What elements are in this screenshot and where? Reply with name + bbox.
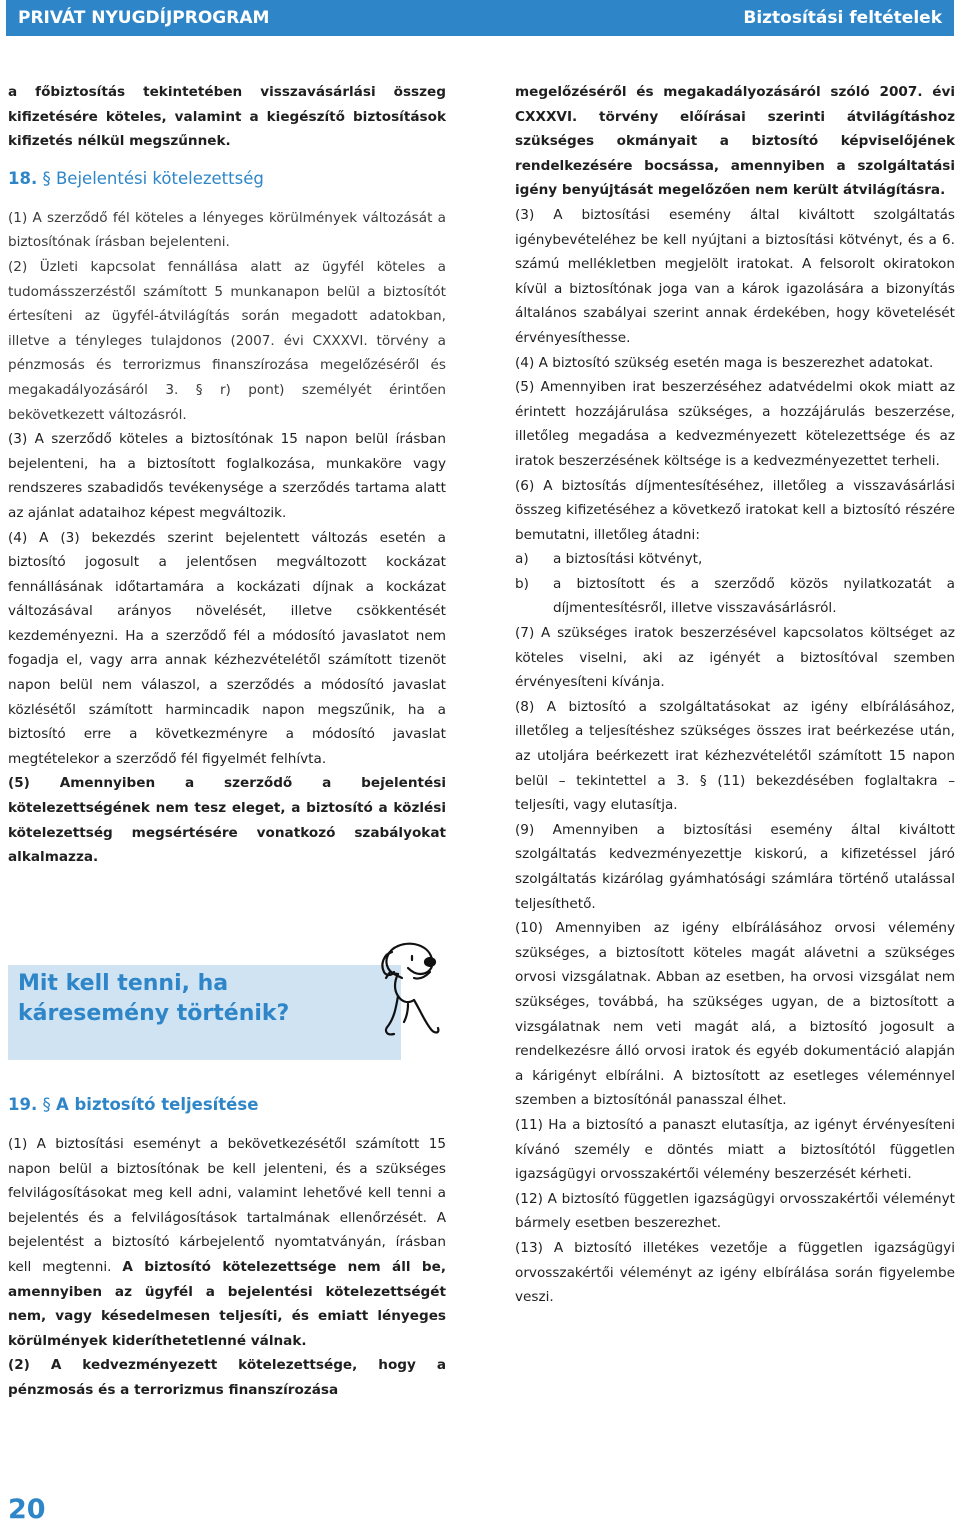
list-item-b xyxy=(515,572,955,621)
section-19-title xyxy=(8,1092,446,1118)
header-program-title: PRIVÁT NYUGDÍJPROGRAM xyxy=(18,8,270,28)
snoopy-illustration-icon xyxy=(368,938,448,1046)
list-item-a xyxy=(515,547,955,572)
paragraph-2: (2) Üzleti kapcsolat fennállása alatt az ügyfél köteles a tudomásszerzéstől számított 5 munkanapon belül a biztosítót értesíteni az ügyfél-átvilágítás során megadott adatokban, illetve a tényleges tulajdonos (2007. évi CXXXVI. törvény a pénzmosás és terrorizmus finanszírozása megelőzéséről és megakadályozásáról 3. § r) pont) személyét érintően bekövetkezett változásról. xyxy=(8,258,446,423)
left-column-lower xyxy=(8,1092,446,1403)
paragraph-r10: (10) Amennyiben az igény elbírálásához orvosi vélemény szükséges, a biztosított köteles magát alávetni a szükséges orvosi vizsgálatnak. Abban az esetben, ha orvosi vizsgálat nem szükséges, továbbá, ha szükséges ugyan, de a biztosított a vizsgálatnak nem veti magát alá, a biztosító jogosult a rendelkezésre álló orvosi iratok és egyéb dokumentáció alapján a kárigényt elbírálni. A biztosított az esetleges véleménnyel szemben a biztosítónál panasszal élhet. xyxy=(515,920,955,1109)
paragraph-19-1-bold: A biztosító kötelezettsége nem áll be, amennyiben az ügyfél a bejelentési kötelezettségét nem, vagy késedelmesen teljesíti, és emiatt lényeges körülmények kideríthetetlenné válnak. xyxy=(8,1258,446,1349)
paragraph-r6: (6) A biztosítás díjmentesítéséhez, illetőleg a visszavásárlási összeg kifizetéséhez a következő iratokat kell a biztosító részére bemutatni, illetőleg átadni: xyxy=(515,477,955,543)
paragraph-r13: (13) A biztosító illetékes vezetője a független igazságügyi orvosszakértői véleményt az igény elbírálása során figyelembe veszi. xyxy=(515,1239,955,1306)
callout-line-2: káresemény történik? xyxy=(18,1001,290,1026)
page-number: 20 xyxy=(8,1494,46,1525)
callout-box xyxy=(8,965,401,1060)
paragraph-19-1-normal: (1) A biztosítási eseményt a bekövetkezésétől számított 15 napon belül a biztosítónak be kell jelenteni, és a szükséges felvilágosításokat meg kell adni, valamint lehetővé kell tenni a bejelentés és a felvilágosítások tartalmának ellenőrzését. A bejelentést a biztosító kárbejelentő nyomtatványán, írásban kell megtenni. xyxy=(8,1136,446,1275)
section-heading: A biztosító teljesítése xyxy=(55,1095,259,1114)
paragraph-r3: (3) A biztosítási esemény által kiváltott szolgáltatás igénybevételéhez be kell nyújtani a biztosítási kötvényt, és a 6. számú mellékletben megjelölt iratokat. A felsorolt okiratokon kívül a biztosítónak joga van a károk igazolására a bizonyítás általános szabályai szerint annak érdekében, hogy követelését érvényesíthesse. xyxy=(515,206,955,346)
section-sign: § xyxy=(42,1095,51,1114)
list-text: a biztosított és a szerződő közös nyilatkozatát a díjmentesítésről, illetve visszavásárlásról. xyxy=(553,575,955,617)
list-marker: b) xyxy=(515,575,529,592)
paragraph-r9: (9) Amennyiben a biztosítási esemény által kiváltott szolgáltatás kedvezményezettje kiskorú, a kifizetéssel járó szolgáltatás kizárólag gyámhatósági számlára történő utalással teljesíthető. xyxy=(515,821,955,912)
intro-text: a főbiztosítás tekintetében visszavásárlási összeg kifizetésére köteles, valamint a kiegészítő biztosítások kifizetés nélkül megszűnnek. xyxy=(8,84,446,150)
callout-line-1: Mit kell tenni, ha xyxy=(18,971,229,996)
paragraph-r5: (5) Amennyiben irat beszerzéséhez adatvédelmi okok miatt az érintett hozzájárulása szükséges, a hozzájárulás beszerzése, illetőleg megadása a kedvezményezett kötelezettsége és az iratok beszerzésének költsége is a kedvezményezettet terheli. xyxy=(515,379,955,469)
paragraph-19-1 xyxy=(8,1132,446,1353)
paragraph-4: (4) A (3) bekezdés szerint bejelentett változás esetén a biztosító jogosult a jelentősen megváltozott kockázat fennállásának időtartamára a kockázati díjnak a kockázat változásával arányos növelését, illetve csökkentését kezdeményezni. Ha a szerződő fél a módosító javaslatot nem fogadja el, vagy arra annak kézhezvételétől számított tizenöt napon belül nem válaszol, a szerződés a módosító javaslat közlésétől számított harmincadik napon megszűnik, ha a biztosító erre a következményre a módosító javaslat megtételekor a szerződő fél figyelmét felhívta. xyxy=(8,529,446,767)
page-header xyxy=(6,0,954,36)
paragraph-1: (1) A szerződő fél köteles a lényeges körülmények változását a biztosítónak írásban bejelenteni. xyxy=(8,209,446,251)
section-sign: § xyxy=(42,168,51,188)
right-column xyxy=(515,80,955,1310)
paragraph-5: (5) Amennyiben a szerződő a bejelentési kötelezettségének nem tesz eleget, a biztosító a közlési kötelezettség megsértésére vonatkozó szabályokat alkalmazza. xyxy=(8,775,446,866)
paragraph-r8: (8) A biztosító a szolgáltatásokat az igény elbírálásához, illetőleg a teljesítéshez szükséges összes irat beérkezése után, az utoljára beérkezett irat kézhezvételétől számított 15 napon belül – tekintettel a 3. § (11) bekezdésében foglaltakra – teljesíti, vagy elutasítja. xyxy=(515,698,955,814)
section-18-title xyxy=(8,166,446,192)
section-heading: Bejelentési kötelezettség xyxy=(55,168,264,188)
paragraph-3: (3) A szerződő köteles a biztosítónak 15 napon belül írásban bejelenteni, ha a biztosított foglalkozása, munkaköre vagy rendszeres szabadidős tevékenysége a szerződés tartama alatt az ajánlat adataihoz képest megváltozik. xyxy=(8,431,446,521)
paragraph-r11: (11) Ha a biztosító a panaszt elutasítja, az igényt érvényesíteni kívánó személy e döntés miatt a biztosítótól független igazságügyi orvosszakértői vélemény beszerzését kérheti. xyxy=(515,1116,955,1183)
paragraph-r4: (4) A biztosító szükség esetén maga is beszerezhet adatokat. xyxy=(515,354,934,371)
section-number: 19. xyxy=(8,1095,38,1114)
paragraph-r0: megelőzéséről és megakadályozásáról szóló 2007. évi CXXXVI. törvény előírásai szerinti átvilágításhoz szükséges okmányait a biztosító képviselőjének rendelkezésére bocsássa, amennyiben a szolgáltatási igény benyújtását megelőzően nem került átvilágításra. xyxy=(515,84,955,199)
list-marker: a) xyxy=(515,551,529,568)
paragraph-r7: (7) A szükséges iratok beszerzésével kapcsolatos költséget az köteles viselni, aki az igényét a biztosítóval szemben érvényesíteni kívánja. xyxy=(515,625,955,691)
paragraph-r12: (12) A biztosító független igazságügyi orvosszakértői véleményt bármely esetben beszerezhet. xyxy=(515,1190,955,1232)
header-section-title: Biztosítási feltételek xyxy=(743,8,942,28)
list-text: a biztosítási kötvényt, xyxy=(553,551,703,568)
left-column xyxy=(8,80,446,870)
paragraph-19-2: (2) A kedvezményezett kötelezettsége, hogy a pénzmosás és a terrorizmus finanszírozása xyxy=(8,1357,446,1398)
section-number: 18. xyxy=(8,168,38,188)
